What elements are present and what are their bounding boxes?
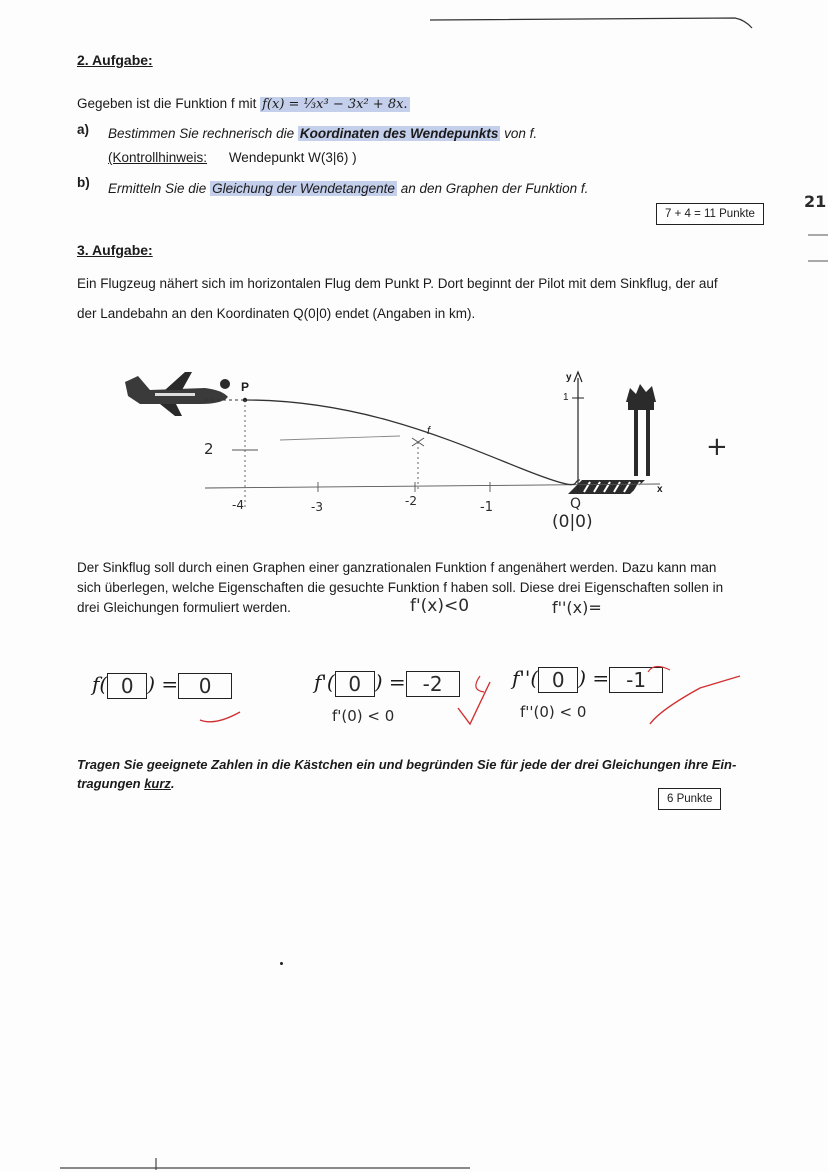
eq1-box1[interactable]: 0 xyxy=(107,673,147,699)
task2-b-label: b) xyxy=(77,175,90,190)
hand-note2: f''(x)= xyxy=(552,598,602,617)
task2-a-post: von f. xyxy=(504,126,538,141)
airplane-icon xyxy=(125,372,230,416)
task3-desc3: drei Gleichungen formuliert werden. xyxy=(77,600,291,615)
task3-desc1: Der Sinkflug soll durch einen Graphen einer ganzrationalen Funktion f angenähert werden. Dazu kann man xyxy=(77,560,717,575)
graph-y-tick: 1 xyxy=(563,392,569,403)
graph-label-y: y xyxy=(566,372,572,383)
task2-intro-text: Gegeben ist die Funktion f mit xyxy=(77,96,257,111)
eq3-box2[interactable]: -1 xyxy=(609,667,663,693)
task2-b-pre: Ermitteln Sie die xyxy=(108,181,207,196)
instruction2-underlined: kurz xyxy=(144,776,171,791)
task3-line1: Ein Flugzeug nähert sich im horizontalen Flug dem Punkt P. Dort beginnt der Pilot mit dem Sinkflug, der auf xyxy=(77,276,718,291)
task3-heading: 3. Aufgabe: xyxy=(77,242,153,258)
task3-points-box: 6 Punkte xyxy=(658,788,721,810)
scan-top-line xyxy=(0,0,828,40)
eq2-box2[interactable]: -2 xyxy=(406,671,460,697)
hand-tick-neg1: -1 xyxy=(480,500,493,515)
curve-f xyxy=(245,400,580,485)
task2-a-text xyxy=(108,126,537,141)
eq1-equals: = xyxy=(161,672,179,696)
task2-b-text xyxy=(108,181,588,196)
task3-line2: der Landebahn an den Koordinaten Q(0|0) endet (Angaben in km). xyxy=(77,306,476,321)
hand-Q-coords: (0|0) xyxy=(552,512,593,532)
graph-label-P: P xyxy=(241,380,250,394)
task2-function: f(x) = ⅓x³ − 3x² + 8x. xyxy=(262,97,408,112)
eq1-fn: f( xyxy=(92,672,108,696)
margin-lines xyxy=(804,225,828,275)
hand-y-2: 2 xyxy=(204,440,214,458)
eq2-box1[interactable]: 0 xyxy=(335,671,375,697)
tower-icon xyxy=(626,384,656,476)
check-mark-icon xyxy=(200,712,240,722)
eq3-equals: = xyxy=(592,666,610,690)
task2-a-highlight: Koordinaten des Wendepunkts xyxy=(299,126,499,141)
eq1-close: ) xyxy=(147,672,156,696)
check-mark-icon-2 xyxy=(458,682,490,724)
eq3-close: ) xyxy=(578,666,587,690)
task2-b-highlight: Gleichung der Wendetangente xyxy=(212,181,395,196)
hand-under-eq3: f''(0) < 0 xyxy=(520,703,587,721)
task2-intro xyxy=(77,96,410,112)
task2-b-post: an den Graphen der Funktion f. xyxy=(400,181,589,196)
hand-plus: + xyxy=(706,432,728,462)
sinkflug-graph xyxy=(0,360,828,540)
graph-label-x: x xyxy=(657,484,663,495)
task2-heading: 2. Aufgabe: xyxy=(77,52,153,68)
check-mark-icon-3 xyxy=(650,676,740,724)
hand-tick-neg4: -4 xyxy=(232,498,244,512)
hand-Q: Q xyxy=(570,496,582,512)
hand-tick-neg3: -3 xyxy=(311,500,323,514)
instruction2-pre: tragungen xyxy=(77,776,141,791)
instruction2-post: . xyxy=(170,776,175,791)
eq3-fn: f''( xyxy=(512,666,539,690)
task3-instruction2 xyxy=(77,776,175,791)
task2-hint xyxy=(108,150,357,165)
task2-points-box: 7 + 4 = 11 Punkte xyxy=(656,203,764,225)
margin-note: 21 xyxy=(804,192,827,211)
scan-bottom-line xyxy=(0,1150,828,1172)
graph-label-f: f xyxy=(427,425,431,437)
eq1-box2[interactable]: 0 xyxy=(178,673,232,699)
task2-hint-label: (Kontrollhinweis: xyxy=(108,150,208,165)
task2-hint-value: Wendepunkt W(3|6) ) xyxy=(228,150,357,165)
task3-instruction1: Tragen Sie geeignete Zahlen in die Kästchen ein und begründen Sie für jede der drei Gleichungen ihre Ein- xyxy=(77,757,737,772)
eq2-close: ) xyxy=(374,670,383,694)
hand-note1: f'(x)<0 xyxy=(410,596,470,616)
hand-under-eq2: f'(0) < 0 xyxy=(332,707,395,725)
red-correction-marks xyxy=(0,640,828,740)
task2-a-label: a) xyxy=(77,122,90,137)
hand-tick-neg2: -2 xyxy=(405,494,417,508)
scan-speck xyxy=(280,962,283,965)
eq2-fn: f'( xyxy=(314,670,335,694)
eq2-equals: = xyxy=(388,670,406,694)
eq3-box1[interactable]: 0 xyxy=(538,667,578,693)
task3-desc2: sich überlegen, welche Eigenschaften die gesuchte Funktion f haben soll. Diese drei Eigenschaften sollen in xyxy=(77,580,724,595)
task2-a-pre: Bestimmen Sie rechnerisch die xyxy=(108,126,295,141)
runway-icon xyxy=(568,480,645,494)
